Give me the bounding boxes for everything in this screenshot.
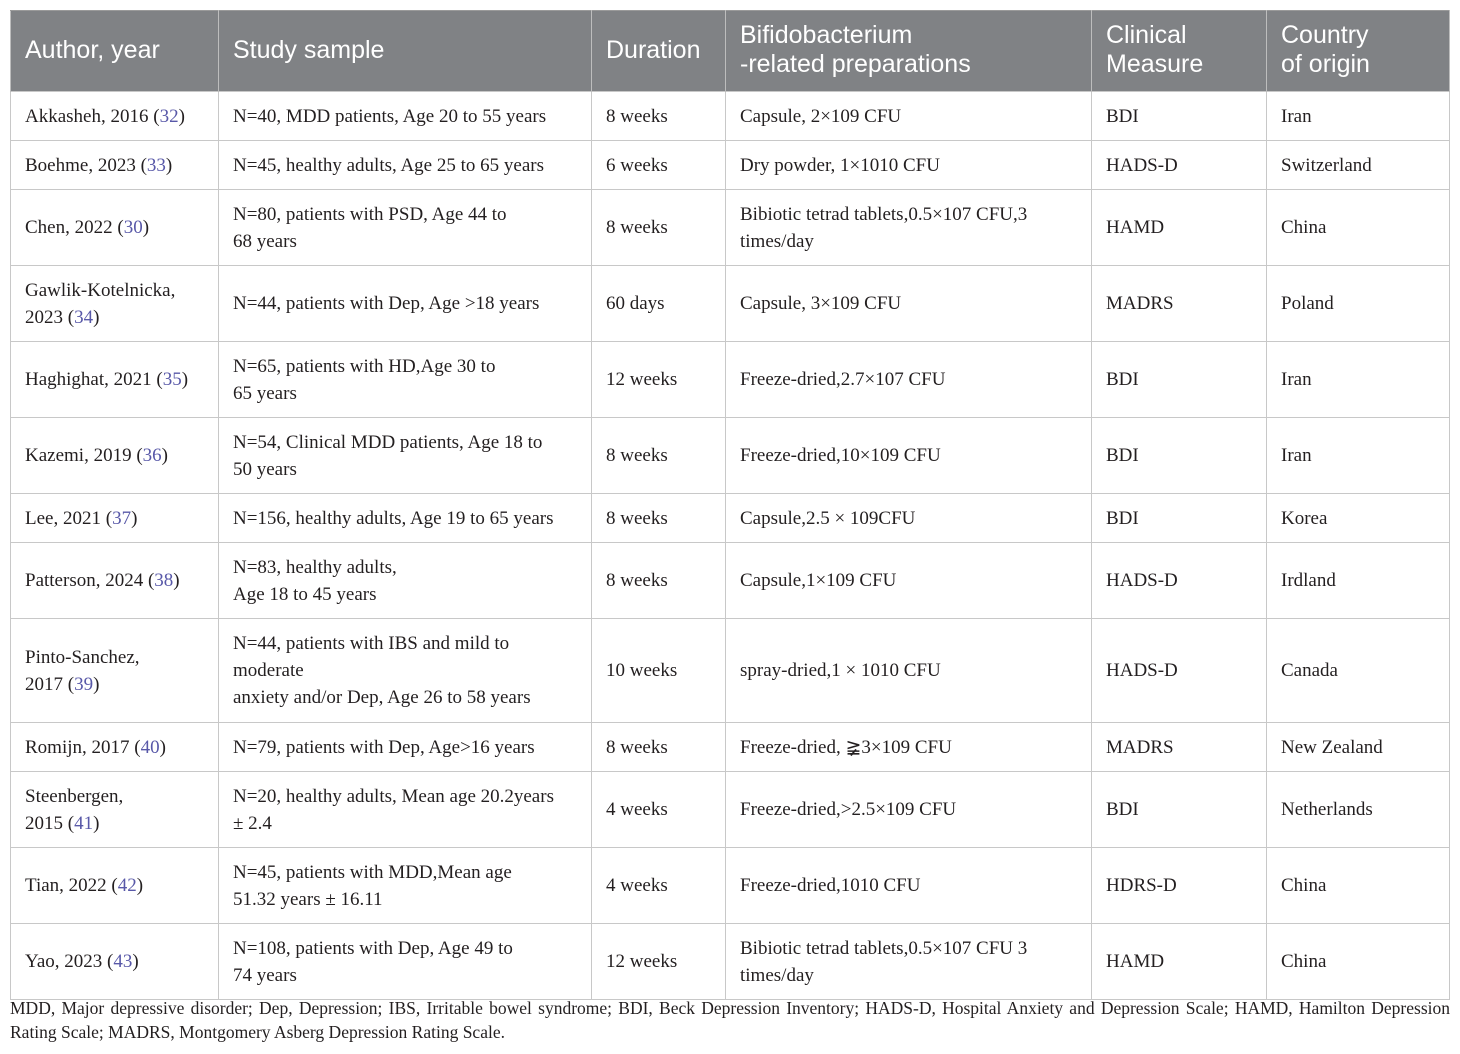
reference-close-paren: ) [136, 875, 144, 896]
cell-study-sample: N=108, patients with Dep, Age 49 to 74 years [219, 924, 592, 1000]
cell-preparation: Freeze-dried,>2.5×109 CFU [726, 772, 1092, 848]
reference-close-paren: ) [93, 306, 100, 328]
author-text: Chen, 2022 ( [25, 217, 124, 238]
table-row [11, 141, 1450, 190]
cell-country: China [1267, 924, 1450, 1000]
cell-preparation: Capsule,2.5 × 109CFU [726, 494, 1092, 543]
reference-link[interactable]: 43 [113, 951, 133, 972]
reference-link[interactable]: 38 [154, 570, 174, 591]
author-text: Boehme, 2023 ( [25, 154, 147, 176]
cell-preparation: Freeze-dried, ≩3×109 CFU [726, 723, 1092, 772]
cell-country: Iran [1267, 418, 1450, 494]
cell-study-sample: N=45, patients with MDD,Mean age 51.32 years ± 16.11 [219, 848, 592, 924]
cell-country: Iran [1267, 92, 1450, 141]
author-text: Lee, 2021 ( [25, 507, 113, 529]
table-row [11, 848, 1450, 924]
cell-clinical-measure: HAMD [1092, 190, 1267, 266]
table-row [11, 723, 1450, 772]
reference-close-paren: ) [181, 369, 189, 390]
reference-close-paren: ) [161, 445, 168, 466]
cell-duration: 60 days [592, 266, 726, 342]
reference-close-paren: ) [93, 812, 100, 834]
cell-duration: 8 weeks [592, 418, 726, 494]
cell-study-sample: N=54, Clinical MDD patients, Age 18 to 50 years [219, 418, 592, 494]
cell-clinical-measure: HADS-D [1092, 141, 1267, 190]
reference-close-paren: ) [173, 570, 180, 591]
reference-link[interactable]: 36 [142, 445, 162, 466]
cell-country: Netherlands [1267, 772, 1450, 848]
cell-author-year [11, 619, 219, 723]
cell-preparation: Bibiotic tetrad tablets,0.5×107 CFU,3 times/day [726, 190, 1092, 266]
cell-study-sample: N=156, healthy adults, Age 19 to 65 years [219, 494, 592, 543]
reference-close-paren: ) [159, 736, 166, 758]
cell-study-sample: N=65, patients with HD,Age 30 to 65 years [219, 342, 592, 418]
cell-clinical-measure: HAMD [1092, 924, 1267, 1000]
cell-author-year [11, 141, 219, 190]
author-text: Steenbergen, 2015 ( [25, 785, 124, 834]
cell-clinical-measure: BDI [1092, 418, 1267, 494]
author-text: Tian, 2022 ( [25, 875, 118, 896]
cell-study-sample: N=45, healthy adults, Age 25 to 65 years [219, 141, 592, 190]
cell-study-sample: N=44, patients with IBS and mild to moderate anxiety and/or Dep, Age 26 to 58 years [219, 619, 592, 723]
table-row [11, 772, 1450, 848]
cell-country: Canada [1267, 619, 1450, 723]
cell-preparation: Freeze-dried,10×109 CFU [726, 418, 1092, 494]
reference-close-paren: ) [165, 154, 173, 176]
reference-link[interactable]: 30 [123, 217, 143, 238]
cell-duration: 8 weeks [592, 723, 726, 772]
header-preparations: Bifidobacterium -related preparations [726, 11, 1092, 92]
cell-clinical-measure: HDRS-D [1092, 848, 1267, 924]
cell-clinical-measure: HADS-D [1092, 619, 1267, 723]
cell-study-sample: N=44, patients with Dep, Age >18 years [219, 266, 592, 342]
cell-duration: 8 weeks [592, 543, 726, 619]
study-characteristics-table [10, 10, 1450, 1000]
cell-country: Poland [1267, 266, 1450, 342]
cell-country: Irdland [1267, 543, 1450, 619]
cell-author-year [11, 190, 219, 266]
reference-link[interactable]: 42 [117, 875, 137, 896]
cell-author-year [11, 418, 219, 494]
header-author-year: Author, year [11, 11, 219, 92]
cell-clinical-measure: BDI [1092, 494, 1267, 543]
cell-duration: 12 weeks [592, 924, 726, 1000]
header-duration: Duration [592, 11, 726, 92]
reference-close-paren: ) [178, 105, 185, 127]
cell-author-year [11, 772, 219, 848]
table-row [11, 494, 1450, 543]
cell-duration: 4 weeks [592, 848, 726, 924]
table-row [11, 543, 1450, 619]
cell-author-year [11, 543, 219, 619]
reference-link[interactable]: 35 [162, 369, 182, 390]
cell-country: Switzerland [1267, 141, 1450, 190]
cell-clinical-measure: BDI [1092, 772, 1267, 848]
cell-clinical-measure: BDI [1092, 342, 1267, 418]
author-text: Kazemi, 2019 ( [25, 445, 143, 466]
cell-author-year [11, 848, 219, 924]
header-study-sample: Study sample [219, 11, 592, 92]
table-row [11, 924, 1450, 1000]
reference-link[interactable]: 39 [74, 673, 94, 695]
cell-country: New Zealand [1267, 723, 1450, 772]
table-row [11, 190, 1450, 266]
table-footnote: MDD, Major depressive disorder; Dep, Depression; IBS, Irritable bowel syndrome; BDI, Beck Depression Inventory; HADS-D, Hospital Anxiety and Depression Scale; HAMD, Hamilton Depression Rating Scale; MADRS, Montgomery Asberg Depression Rating Scale. [10, 998, 1450, 1042]
cell-duration: 6 weeks [592, 141, 726, 190]
cell-preparation: Capsule,1×109 CFU [726, 543, 1092, 619]
cell-author-year [11, 342, 219, 418]
table-row [11, 266, 1450, 342]
reference-link[interactable]: 33 [146, 154, 166, 176]
reference-close-paren: ) [142, 217, 150, 238]
cell-duration: 8 weeks [592, 494, 726, 543]
header-clinical-measure: Clinical Measure [1092, 11, 1267, 92]
table-header [11, 11, 1450, 92]
cell-preparation: Bibiotic tetrad tablets,0.5×107 CFU 3 times/day [726, 924, 1092, 1000]
cell-preparation: Capsule, 3×109 CFU [726, 266, 1092, 342]
cell-clinical-measure: BDI [1092, 92, 1267, 141]
reference-link[interactable]: 37 [112, 507, 132, 529]
reference-link[interactable]: 34 [74, 306, 94, 328]
cell-duration: 10 weeks [592, 619, 726, 723]
author-text: Romijn, 2017 ( [25, 736, 141, 758]
cell-author-year [11, 924, 219, 1000]
author-text: Pinto-Sanchez, 2017 ( [25, 646, 140, 695]
cell-preparation: Dry powder, 1×1010 CFU [726, 141, 1092, 190]
table-row [11, 418, 1450, 494]
author-text: Gawlik-Kotelnicka, 2023 ( [25, 279, 176, 328]
table-row [11, 342, 1450, 418]
cell-duration: 4 weeks [592, 772, 726, 848]
cell-country: Iran [1267, 342, 1450, 418]
cell-country: China [1267, 848, 1450, 924]
cell-study-sample: N=83, healthy adults, Age 18 to 45 years [219, 543, 592, 619]
cell-author-year [11, 266, 219, 342]
author-text: Haghighat, 2021 ( [25, 369, 163, 390]
cell-preparation: Capsule, 2×109 CFU [726, 92, 1092, 141]
cell-author-year [11, 494, 219, 543]
cell-preparation: spray-dried,1 × 1010 CFU [726, 619, 1092, 723]
header-country: Country of origin [1267, 11, 1450, 92]
cell-country: China [1267, 190, 1450, 266]
cell-study-sample: N=79, patients with Dep, Age>16 years [219, 723, 592, 772]
study-table-container [10, 10, 1449, 1000]
reference-link[interactable]: 40 [140, 736, 160, 758]
header-row [11, 11, 1450, 92]
table-row [11, 619, 1450, 723]
cell-author-year [11, 92, 219, 141]
reference-link[interactable]: 32 [159, 105, 179, 127]
cell-country: Korea [1267, 494, 1450, 543]
table-body [11, 92, 1450, 1000]
cell-clinical-measure: MADRS [1092, 723, 1267, 772]
cell-study-sample: N=20, healthy adults, Mean age 20.2years ± 2.4 [219, 772, 592, 848]
cell-study-sample: N=80, patients with PSD, Age 44 to 68 years [219, 190, 592, 266]
author-text: Akkasheh, 2016 ( [25, 105, 160, 127]
cell-duration: 12 weeks [592, 342, 726, 418]
author-text: Yao, 2023 ( [25, 951, 114, 972]
reference-link[interactable]: 41 [74, 812, 94, 834]
reference-close-paren: ) [93, 673, 100, 695]
cell-author-year [11, 723, 219, 772]
reference-close-paren: ) [131, 507, 138, 529]
author-text: Patterson, 2024 ( [25, 570, 155, 591]
cell-preparation: Freeze-dried,1010 CFU [726, 848, 1092, 924]
cell-duration: 8 weeks [592, 92, 726, 141]
cell-study-sample: N=40, MDD patients, Age 20 to 55 years [219, 92, 592, 141]
table-row [11, 92, 1450, 141]
cell-duration: 8 weeks [592, 190, 726, 266]
cell-clinical-measure: HADS-D [1092, 543, 1267, 619]
reference-close-paren: ) [132, 951, 139, 972]
cell-clinical-measure: MADRS [1092, 266, 1267, 342]
cell-preparation: Freeze-dried,2.7×107 CFU [726, 342, 1092, 418]
